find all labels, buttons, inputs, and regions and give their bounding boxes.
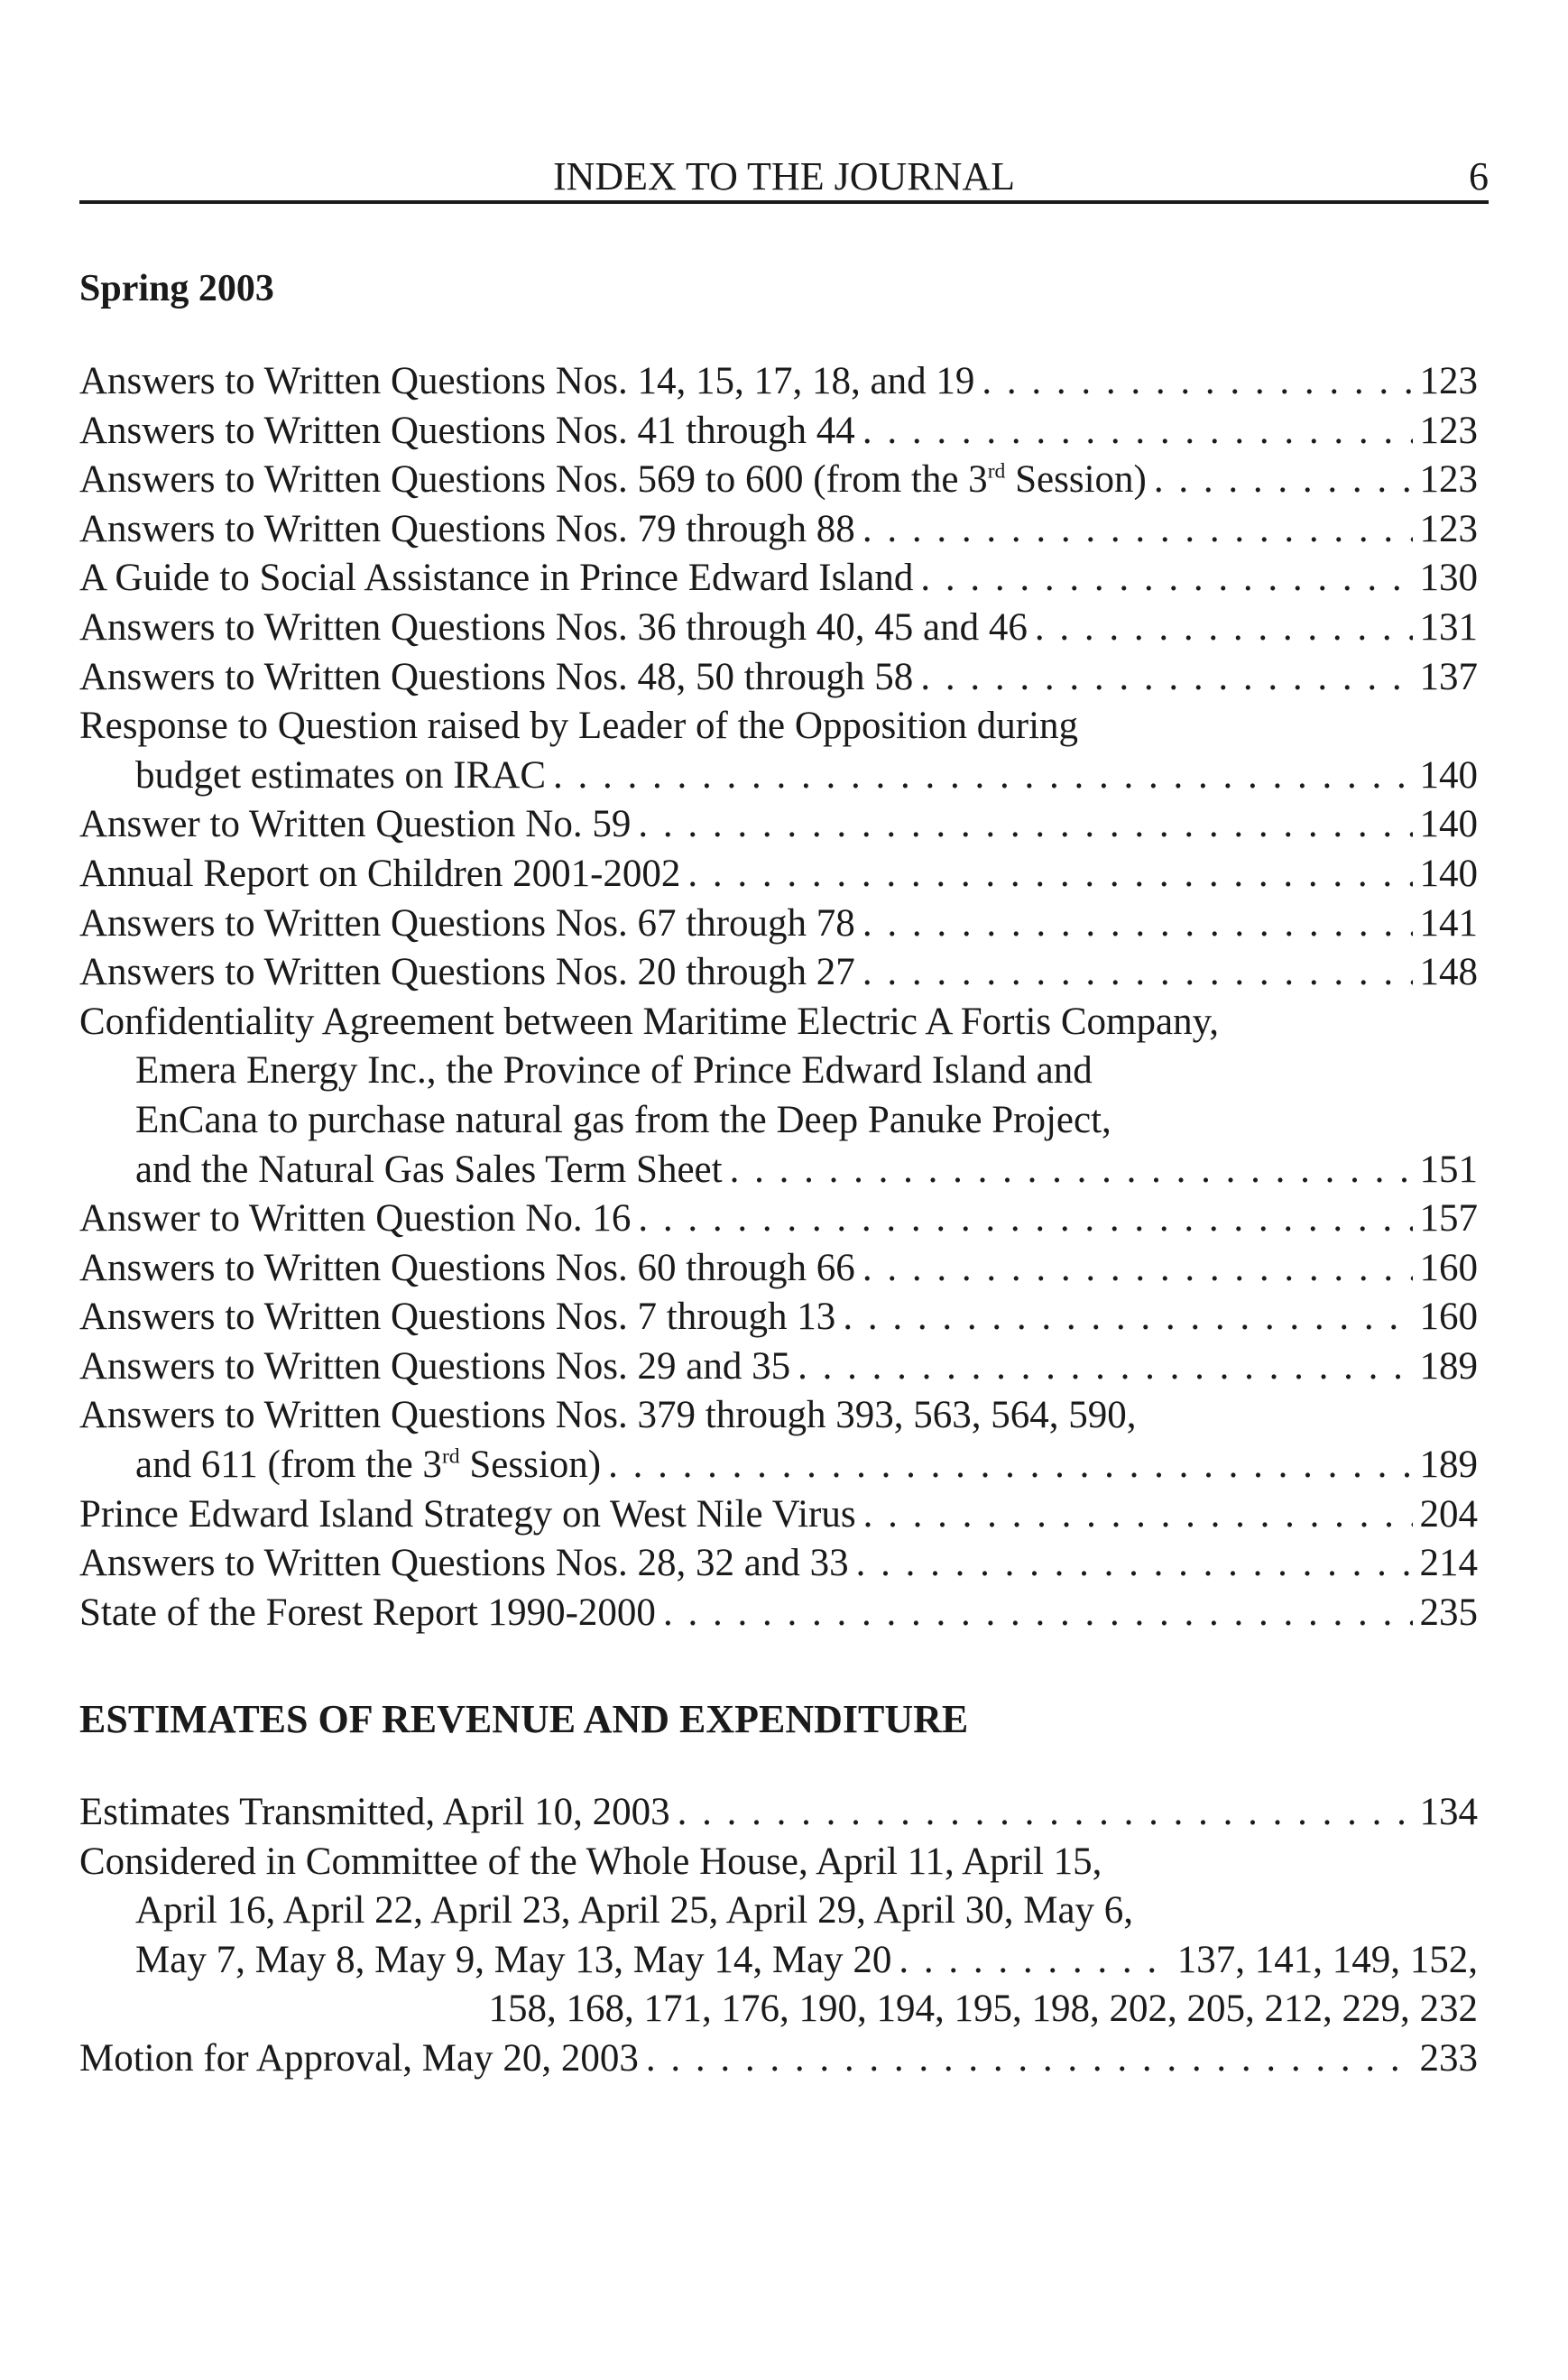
entry-text-part: Answers to Written Questions Nos. 569 to 600 (from the 3: [79, 458, 988, 502]
dot-leader: [862, 407, 1413, 457]
entry-page: 123: [1419, 360, 1478, 402]
entry-text: May 7, May 8, May 9, May 13, May 14, May 20: [135, 1938, 892, 1981]
entry-page: 137: [1419, 655, 1478, 698]
dot-leader: [638, 800, 1412, 850]
index-entry: [79, 1244, 1478, 1294]
index-entry: [79, 1293, 1478, 1342]
index-entry-continuation: [79, 1886, 1478, 1936]
entry-page: 140: [1419, 753, 1478, 797]
entry-page: 123: [1419, 409, 1478, 452]
index-entry: [79, 1589, 1478, 1638]
entry-page: 214: [1419, 1542, 1478, 1585]
entry-page: 160: [1419, 1296, 1478, 1339]
dot-leader: [843, 1293, 1412, 1342]
dot-leader: [608, 1441, 1412, 1490]
entry-text: Answers to Written Questions Nos. 379 through 393, 563, 564, 590,: [79, 1394, 1137, 1437]
index-entry: [79, 653, 1478, 703]
page-number: 6: [1469, 154, 1489, 198]
index-entry: [79, 850, 1478, 899]
dot-leader: [553, 752, 1412, 801]
dot-leader: [798, 1342, 1412, 1392]
entry-text: [135, 1441, 601, 1490]
entry-text: Answers to Written Questions Nos. 20 through 27: [79, 951, 855, 994]
index-entry: [79, 702, 1478, 752]
ordinal-superscript: rd: [441, 1444, 460, 1469]
index-entry-continuation: [79, 1936, 1478, 1986]
index-entry: [79, 800, 1478, 850]
section-heading-estimates: ESTIMATES OF REVENUE AND EXPENDITURE: [79, 1697, 969, 1741]
section-heading-spring: Spring 2003: [79, 268, 274, 309]
entry-text: A Guide to Social Assistance in Prince Edward Island: [79, 557, 914, 600]
entry-text: Answer to Written Question No. 16: [79, 1197, 632, 1241]
dot-leader: [899, 1936, 1169, 1986]
entry-text: Response to Question raised by Leader of the Opposition during: [79, 705, 1079, 748]
entry-page: 134: [1419, 1791, 1478, 1833]
dot-leader: [663, 1589, 1413, 1638]
index-entry: [79, 1838, 1478, 1887]
entry-page: 140: [1419, 803, 1478, 846]
index-entry: [79, 1391, 1478, 1441]
index-entry-continuation: [79, 1985, 1478, 2034]
index-entry-continuation: [79, 1047, 1478, 1096]
dot-leader: [982, 357, 1412, 407]
entry-text: and the Natural Gas Sales Term Sheet: [135, 1148, 723, 1191]
index-entry: [79, 1195, 1478, 1244]
index-entry: [79, 1788, 1478, 1838]
entry-text: Confidentiality Agreement between Maritime Electric A Fortis Company,: [79, 1000, 1220, 1043]
entry-text: Answers to Written Questions Nos. 41 through 44: [79, 409, 855, 452]
dot-leader: [1154, 456, 1413, 505]
dot-leader: [862, 1244, 1413, 1294]
entry-page: 233: [1419, 2036, 1478, 2080]
index-entry-continuation: [79, 1441, 1478, 1490]
entry-page: 160: [1419, 1246, 1478, 1289]
entry-page: 141: [1419, 901, 1478, 945]
dot-leader: [730, 1146, 1413, 1195]
index-entry: [79, 456, 1478, 505]
entry-page: 204: [1419, 1492, 1478, 1536]
entry-page: 140: [1419, 852, 1478, 895]
dot-leader: [678, 1788, 1413, 1838]
dot-leader: [862, 505, 1413, 555]
entry-page: 189: [1419, 1444, 1478, 1487]
dot-leader: [863, 1490, 1413, 1540]
entry-text: Estimates Transmitted, April 10, 2003: [79, 1791, 670, 1833]
index-entry: [79, 899, 1478, 949]
entry-text-part: and 611 (from the 3: [135, 1444, 442, 1487]
entry-text: Answers to Written Questions Nos. 29 and 35: [79, 1344, 791, 1388]
entry-text: Answer to Written Question No. 59: [79, 803, 632, 846]
entry-text: Emera Energy Inc., the Province of Prince Edward Island and: [135, 1049, 1093, 1093]
entry-text: Answers to Written Questions Nos. 48, 50 through 58: [79, 655, 914, 698]
index-entry: [79, 505, 1478, 555]
entry-text-part: Session): [459, 1444, 602, 1487]
entry-text-part: Session): [1005, 458, 1147, 502]
dot-leader: [1035, 604, 1413, 653]
spring-entry-list: [79, 357, 1478, 1637]
index-entry: [79, 1342, 1478, 1392]
entry-text: Answers to Written Questions Nos. 79 through 88: [79, 507, 855, 550]
entry-page: 148: [1419, 951, 1478, 994]
running-header: [79, 153, 1489, 204]
index-entry: [79, 554, 1478, 604]
entry-text: Prince Edward Island Strategy on West Nile Virus: [79, 1492, 856, 1536]
dot-leader: [862, 899, 1413, 949]
entry-page: 123: [1419, 507, 1478, 550]
entry-text: State of the Forest Report 1990-2000: [79, 1591, 656, 1634]
dot-leader: [646, 2034, 1413, 2084]
dot-leader: [920, 653, 1412, 703]
index-entry-continuation: [79, 752, 1478, 801]
entry-text: Considered in Committee of the Whole House, April 11, April 15,: [79, 1840, 1102, 1883]
index-entry: [79, 604, 1478, 653]
entry-page: 235: [1419, 1591, 1478, 1634]
entry-text: EnCana to purchase natural gas from the Deep Panuke Project,: [135, 1098, 1111, 1141]
index-entry-continuation: [79, 1146, 1478, 1195]
entry-text: Answers to Written Questions Nos. 60 through 66: [79, 1246, 855, 1289]
index-entry: [79, 1490, 1478, 1540]
dot-leader: [687, 850, 1412, 899]
entry-text: Annual Report on Children 2001-2002: [79, 852, 681, 895]
dot-leader: [920, 554, 1412, 604]
dot-leader: [856, 1539, 1413, 1589]
entry-text: budget estimates on IRAC: [135, 753, 547, 797]
entry-page: 189: [1419, 1344, 1478, 1388]
entry-text: [79, 456, 1147, 505]
index-entry: [79, 998, 1478, 1047]
ordinal-superscript: rd: [987, 459, 1006, 484]
entry-text: Answers to Written Questions Nos. 28, 32 and 33: [79, 1542, 849, 1585]
entry-page: 130: [1419, 557, 1478, 600]
dot-leader: [862, 948, 1413, 998]
entry-text: Motion for Approval, May 20, 2003: [79, 2036, 639, 2080]
entry-pages: 137, 141, 149, 152,: [1176, 1938, 1478, 1981]
entry-text: Answers to Written Questions Nos. 14, 15, 17, 18, and 19: [79, 360, 975, 402]
entry-page: 151: [1419, 1148, 1478, 1191]
index-entry: [79, 407, 1478, 457]
index-entry-continuation: [79, 1096, 1478, 1146]
index-entry: [79, 2034, 1478, 2084]
index-entry: [79, 357, 1478, 407]
dot-leader: [638, 1195, 1412, 1244]
entry-page: 157: [1419, 1197, 1478, 1241]
entry-text: April 16, April 22, April 23, April 25, April 29, April 30, May 6,: [135, 1889, 1134, 1933]
entry-text: Answers to Written Questions Nos. 7 through 13: [79, 1296, 836, 1339]
index-entry: [79, 948, 1478, 998]
index-entry: [79, 1539, 1478, 1589]
entry-page: 123: [1419, 458, 1478, 502]
entry-pages: 158, 168, 171, 176, 190, 194, 195, 198, 202, 205, 212, 229, 232: [488, 1988, 1478, 2031]
entry-page: 131: [1419, 605, 1478, 649]
entry-text: Answers to Written Questions Nos. 36 through 40, 45 and 46: [79, 605, 1028, 649]
estimates-entry-list: [79, 1788, 1478, 2084]
entry-text: Answers to Written Questions Nos. 67 through 78: [79, 901, 855, 945]
running-header-title: INDEX TO THE JOURNAL: [552, 154, 1016, 198]
